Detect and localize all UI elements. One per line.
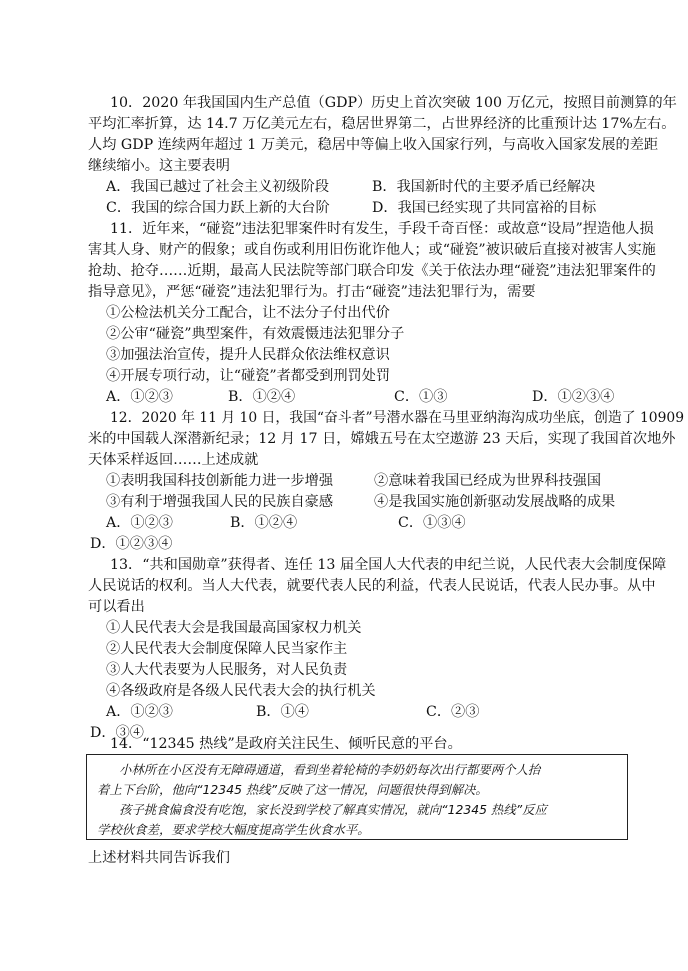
q11-option-a: A．①②③ xyxy=(106,389,173,405)
q12-option-d: D．①②③④ xyxy=(90,536,173,552)
q11-option-b: B．①②④ xyxy=(228,389,296,405)
q10-stem-line-4: 继续缩小。这主要表明 xyxy=(88,158,230,174)
q14-material-line-2: 着上下台阶，他向“12345 热线”反映了这一情况，问题很快得到解决。 xyxy=(97,782,488,797)
q12-statement-3: ③有利于增强我国人民的民族自豪感 xyxy=(106,494,334,510)
q12-stem-line-1: 12．2020 年 11 月 10 日，我国“奋斗者”号潜水器在马里亚纳海沟成功坐底，创造了 10909 xyxy=(110,410,684,426)
q14-material-line-1: 小林所在小区没有无障碍通道，看到坐着轮椅的李奶奶每次出行都要两个人抬 xyxy=(119,762,541,777)
q11-stem-line-4: 指导意见》，严惩“碰瓷”违法犯罪行为。打击“碰瓷”违法犯罪行为，需要 xyxy=(88,284,536,300)
q11-option-c: C．①③ xyxy=(394,389,448,405)
q13-stem-line-3: 可以看出 xyxy=(88,599,145,615)
q10-option-b: B．我国新时代的主要矛盾已经解决 xyxy=(372,179,596,195)
q10-option-c: C．我国的综合国力跃上新的大台阶 xyxy=(106,200,330,216)
q11-statement-1: ①公检法机关分工配合，让不法分子付出代价 xyxy=(106,305,390,321)
q14-material-box xyxy=(86,754,628,840)
q12-stem-line-3: 天体采样返回……上述成就 xyxy=(88,452,259,468)
q11-option-d: D．①②③④ xyxy=(532,389,615,405)
q13-option-c: C．②③ xyxy=(426,704,480,720)
q12-option-a: A．①②③ xyxy=(106,515,173,531)
q11-statement-2: ②公审“碰瓷”典型案件，有效震慑违法犯罪分子 xyxy=(106,326,405,342)
q11-statement-3: ③加强法治宣传，提升人民群众依法维权意识 xyxy=(106,347,390,363)
q14-material-line-3: 孩子挑食偏食没有吃饱，家长没到学校了解真实情况，就向“12345 热线”反应 xyxy=(119,802,547,817)
q10-stem-line-1: 10．2020 年我国国内生产总值（GDP）历史上首次突破 100 万亿元，按照目前测算的年 xyxy=(110,95,677,111)
q12-option-b: B．①②④ xyxy=(230,515,298,531)
q13-statement-3: ③人大代表要为人民服务，对人民负责 xyxy=(106,662,348,678)
q10-stem-line-2: 平均汇率折算，达 14.7 万亿美元左右，稳居世界第二，占世界经济的比重预计达 17%左右。 xyxy=(88,116,676,132)
q11-statement-4: ④开展专项行动，让“碰瓷”者都受到刑罚处罚 xyxy=(106,368,391,384)
q13-statement-4: ④各级政府是各级人民代表大会的执行机关 xyxy=(106,683,376,699)
q13-statement-2: ②人民代表大会制度保障人民当家作主 xyxy=(106,641,348,657)
q11-stem-line-2: 害其人身、财产的假象；或自伤或利用旧伤讹诈他人；或“碰瓷”被识破后直接对被害人实施 xyxy=(88,242,656,258)
q13-option-b: B．①④ xyxy=(256,704,309,720)
q12-stem-line-2: 米的中国载人深潜新纪录；12 月 17 日，嫦娥五号在太空遨游 23 天后，实现了我国首次地外 xyxy=(88,431,676,447)
q13-option-d: D．③④ xyxy=(90,725,144,741)
q12-statement-4: ④是我国实施创新驱动发展战略的成果 xyxy=(374,494,616,510)
q10-option-d: D．我国已经实现了共同富裕的目标 xyxy=(372,200,597,216)
q13-stem-line-1: 13．“共和国勋章”获得者、连任 13 届全国人大代表的申纪兰说，人民代表大会制度保障 xyxy=(110,557,667,573)
q14-material-line-4: 学校伙食差，要求学校大幅度提高学生伙食水平。 xyxy=(97,822,370,837)
q12-option-c: C．①③④ xyxy=(398,515,466,531)
q13-stem-line-2: 人民说话的权利。当人大代表，就要代表人民的利益，代表人民说话，代表人民办事。从中 xyxy=(88,578,656,594)
q13-option-a: A．①②③ xyxy=(106,704,173,720)
q13-statement-1: ①人民代表大会是我国最高国家权力机关 xyxy=(106,620,362,636)
q14-stem-line-1: 14．“12345 热线”是政府关注民生、倾听民意的平台。 xyxy=(110,736,462,752)
q11-stem-line-3: 抢劫、抢夺……近期，最高人民法院等部门联合印发《关于依法办理“碰瓷”违法犯罪案件的 xyxy=(88,263,656,279)
q11-stem-line-1: 11．近年来，“碰瓷”违法犯罪案件时有发生，手段千奇百怪：或故意“设局”捏造他人损 xyxy=(110,221,654,237)
q12-statement-2: ②意味着我国已经成为世界科技强国 xyxy=(374,473,602,489)
q14-question-prompt: 上述材料共同告诉我们 xyxy=(88,850,230,866)
q10-option-a: A．我国已越过了社会主义初级阶段 xyxy=(106,179,330,195)
q10-stem-line-3: 人均 GDP 连续两年超过 1 万美元，稳居中等偏上收入国家行列，与高收入国家发展的差距 xyxy=(88,137,659,153)
q12-statement-1: ①表明我国科技创新能力进一步增强 xyxy=(106,473,334,489)
